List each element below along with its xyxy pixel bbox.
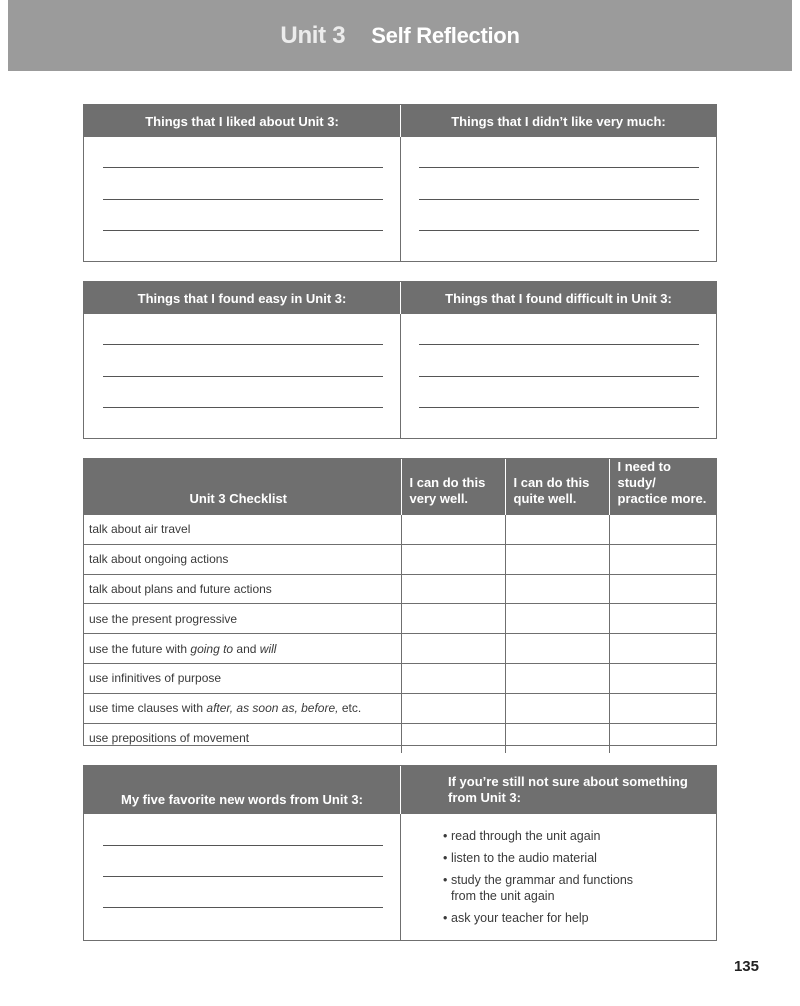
easy-heading: Things that I found easy in Unit 3: xyxy=(137,290,347,306)
page-number: 135 xyxy=(733,958,759,975)
checklist-item-label xyxy=(84,723,401,753)
checklist-cell-need-study[interactable] xyxy=(609,663,716,693)
checklist-item-emphasis: after, as soon as, before, xyxy=(206,701,339,716)
answer-line[interactable] xyxy=(103,230,383,231)
checklist-item-text: etc. xyxy=(338,701,362,716)
favorite-words-area[interactable] xyxy=(84,814,400,940)
checklist-item-text: use the present progressive xyxy=(89,611,238,626)
checklist-cell-quite-well[interactable] xyxy=(505,634,609,664)
checklist-cell-need-study[interactable] xyxy=(609,544,716,574)
checklist-cell-quite-well[interactable] xyxy=(505,544,609,574)
liked-heading: Things that I liked about Unit 3: xyxy=(145,113,339,129)
checklist-row xyxy=(84,723,716,753)
checklist-item-label xyxy=(84,634,401,664)
checklist-item-label xyxy=(84,544,401,574)
checklist-table xyxy=(84,459,716,753)
checklist-cell-very-well[interactable] xyxy=(401,515,505,545)
answer-line[interactable] xyxy=(103,407,383,408)
checklist-heading: Unit 3 Checklist xyxy=(84,459,401,515)
disliked-heading: Things that I didn’t like very much: xyxy=(400,105,716,137)
checklist-item-text: use the future with xyxy=(89,641,191,656)
tip-item: • read through the unit again xyxy=(443,828,653,844)
checklist-cell-very-well[interactable] xyxy=(401,544,505,574)
answer-line[interactable] xyxy=(419,344,699,345)
checklist-cell-quite-well[interactable] xyxy=(505,515,609,545)
checklist-cell-quite-well[interactable] xyxy=(505,604,609,634)
checklist-item-label xyxy=(84,515,401,545)
checklist-item-text: use time clauses with xyxy=(89,701,207,716)
checklist-cell-very-well[interactable] xyxy=(401,663,505,693)
checklist-row xyxy=(84,663,716,693)
checklist-row xyxy=(84,574,716,604)
answer-line[interactable] xyxy=(419,199,699,200)
checklist-item-label xyxy=(84,663,401,693)
liked-disliked-box xyxy=(83,104,717,262)
answer-line[interactable] xyxy=(419,376,699,377)
tip-item: • listen to the audio material xyxy=(443,850,653,866)
answer-line[interactable] xyxy=(103,199,383,200)
checklist-cell-very-well[interactable] xyxy=(401,574,505,604)
checklist-cell-very-well[interactable] xyxy=(401,723,505,753)
checklist-cell-quite-well[interactable] xyxy=(505,693,609,723)
difficult-answer-area[interactable] xyxy=(400,314,716,438)
answer-line[interactable] xyxy=(419,167,699,168)
checklist-cell-need-study[interactable] xyxy=(609,574,716,604)
checklist-box xyxy=(83,458,717,746)
tips-area xyxy=(400,814,716,940)
tips-list xyxy=(443,828,653,932)
answer-line[interactable] xyxy=(103,376,383,377)
checklist-item-emphasis: will xyxy=(259,641,277,656)
checklist-row xyxy=(84,604,716,634)
column-heading-very-well: I can do this very well. xyxy=(401,459,505,515)
checklist-cell-need-study[interactable] xyxy=(609,723,716,753)
checklist-item-text: talk about ongoing actions xyxy=(89,552,229,567)
column-heading-need-study: I need to study/ practice more. xyxy=(609,459,716,515)
answer-line[interactable] xyxy=(419,230,699,231)
easy-answer-area[interactable] xyxy=(84,314,400,438)
column-heading-quite-well: I can do this quite well. xyxy=(505,459,609,515)
not-sure-heading: If you’re still not sure about something from Unit 3: xyxy=(400,766,716,814)
answer-line[interactable] xyxy=(103,907,383,908)
easy-difficult-box xyxy=(83,281,717,439)
checklist-item-text: use prepositions of movement xyxy=(89,731,250,746)
checklist-cell-need-study[interactable] xyxy=(609,515,716,545)
checklist-item-text: talk about air travel xyxy=(89,522,191,537)
checklist-item-label xyxy=(84,574,401,604)
difficult-heading: Things that I found difficult in Unit 3: xyxy=(400,282,716,314)
tip-item: • ask your teacher for help xyxy=(443,910,653,926)
checklist-cell-need-study[interactable] xyxy=(609,604,716,634)
checklist-item-text: and xyxy=(233,641,260,656)
checklist-row xyxy=(84,515,716,545)
favorite-words-heading: My five favorite new words from Unit 3: xyxy=(121,792,363,807)
unit-label: Unit 3 xyxy=(280,21,346,49)
checklist-item-text: talk about plans and future actions xyxy=(89,581,272,596)
answer-line[interactable] xyxy=(103,876,383,877)
page-title: Self Reflection xyxy=(371,22,520,48)
checklist-cell-very-well[interactable] xyxy=(401,604,505,634)
checklist-cell-very-well[interactable] xyxy=(401,693,505,723)
checklist-item-text: use infinitives of purpose xyxy=(89,671,222,686)
checklist-cell-need-study[interactable] xyxy=(609,693,716,723)
answer-line[interactable] xyxy=(103,845,383,846)
checklist-cell-need-study[interactable] xyxy=(609,634,716,664)
answer-line[interactable] xyxy=(419,407,699,408)
checklist-item-emphasis: going to xyxy=(190,641,234,656)
answer-line[interactable] xyxy=(103,167,383,168)
checklist-row xyxy=(84,544,716,574)
header-band xyxy=(8,0,792,71)
liked-answer-area[interactable] xyxy=(84,137,400,261)
checklist-row xyxy=(84,634,716,664)
checklist-cell-quite-well[interactable] xyxy=(505,723,609,753)
answer-line[interactable] xyxy=(103,344,383,345)
checklist-row xyxy=(84,693,716,723)
checklist-item-label xyxy=(84,604,401,634)
checklist-cell-very-well[interactable] xyxy=(401,634,505,664)
tip-item: • study the grammar and functions from the unit again xyxy=(443,872,653,904)
disliked-answer-area[interactable] xyxy=(400,137,716,261)
checklist-cell-quite-well[interactable] xyxy=(505,663,609,693)
words-tips-box xyxy=(83,765,717,941)
checklist-item-label xyxy=(84,693,401,723)
checklist-cell-quite-well[interactable] xyxy=(505,574,609,604)
